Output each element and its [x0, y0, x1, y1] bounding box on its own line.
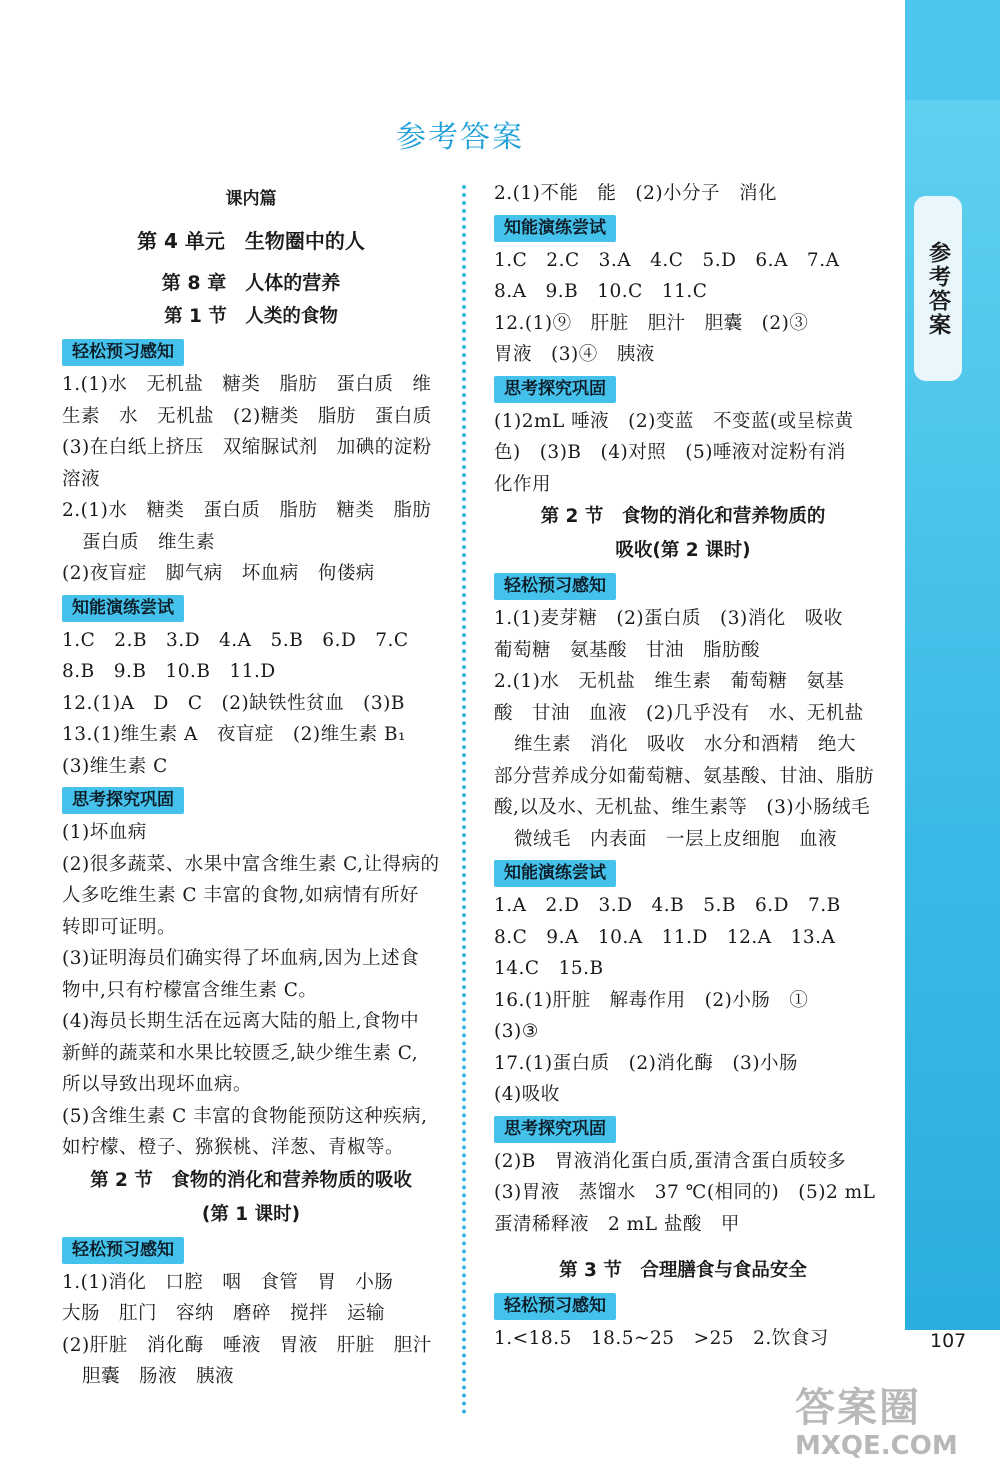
answer-line: 1.A 2.D 3.D 4.B 5.B 6.D 7.B	[494, 895, 841, 916]
answer-line: (3)③	[494, 1021, 539, 1042]
answer-line: 1.(1)水 无机盐 糖类 脂肪 蛋白质 维	[62, 374, 432, 395]
answer-line: 葡萄糖 氨基酸 甘油 脂肪酸	[494, 639, 761, 661]
answer-line: 胆囊 肠液 胰液	[82, 1366, 235, 1387]
answer-line: 2.(1)水 无机盐 维生素 葡萄糖 氨基	[494, 671, 845, 692]
section-badge: 知能演练尝试	[494, 860, 616, 887]
answer-line: 酸,以及水、无机盐、维生素等 (3)小肠绒毛	[494, 797, 871, 818]
answer-line: 8.C 9.A 10.A 11.D 12.A 13.A	[494, 926, 836, 948]
answer-line: 1.C 2.B 3.D 4.A 5.B 6.D 7.C	[62, 629, 409, 651]
answer-line: 所以导致出现坏血病。	[62, 1074, 253, 1095]
answer-line: 12.(1)⑨ 肝脏 胆汁 胆囊 (2)③	[494, 312, 809, 334]
answer-line: 13.(1)维生素 A 夜盲症 (2)维生素 B₁	[62, 724, 406, 745]
section-heading: 第 2 节 食物的消化和营养物质的吸收	[90, 1169, 412, 1191]
section-subheading: (第 1 课时)	[201, 1203, 301, 1225]
section-badge: 轻松预习感知	[494, 573, 616, 600]
unit-heading: 第 4 单元 生物圈中的人	[137, 229, 365, 253]
answer-line: (2)很多蔬菜、水果中富含维生素 C,让得病的	[62, 853, 440, 875]
answer-line: (4)海员长期生活在远离大陆的船上,食物中	[62, 1011, 420, 1032]
answer-line: 17.(1)蛋白质 (2)消化酶 (3)小肠	[494, 1052, 799, 1074]
answer-line: 生素 水 无机盐 (2)糖类 脂肪 蛋白质	[62, 405, 432, 427]
section-badge: 知能演练尝试	[62, 595, 184, 622]
section-subheading: 吸收(第 2 课时)	[615, 540, 751, 561]
answer-line: 新鲜的蔬菜和水果比较匮乏,缺少维生素 C,	[62, 1042, 419, 1064]
category-heading: 课内篇	[225, 189, 277, 209]
section-badge: 知能演练尝试	[494, 215, 616, 242]
answer-line: 化作用	[494, 473, 552, 495]
answer-line: (2)夜盲症 脚气病 坏血病 佝偻病	[62, 563, 375, 584]
answer-line: 人多吃维生素 C 丰富的食物,如病情有所好	[62, 885, 419, 906]
answer-line: (2)肝脏 消化酶 唾液 胃液 肝脏 胆汁	[62, 1334, 432, 1356]
watermark-url: MXQE.COM	[795, 1431, 958, 1461]
section-heading: 第 2 节 食物的消化和营养物质的	[540, 506, 826, 527]
section-badge: 思考探究巩固	[494, 1116, 616, 1143]
answer-line: (5)含维生素 C 丰富的食物能预防这种疾病,	[62, 1105, 428, 1127]
chapter-heading: 第 8 章 人体的营养	[161, 272, 341, 294]
answer-line: (4)吸收	[494, 1084, 560, 1105]
answer-line: 16.(1)肝脏 解毒作用 (2)小肠 ①	[494, 989, 809, 1011]
answer-line: 酸 甘油 血液 (2)几乎没有 水、无机盐	[494, 702, 864, 724]
answer-line: 部分营养成分如葡萄糖、氨基酸、甘油、脂肪	[494, 765, 875, 787]
section-badge: 思考探究巩固	[494, 376, 616, 403]
answer-line: (2)B 胃液消化蛋白质,蛋清含蛋白质较多	[494, 1150, 847, 1172]
answer-line: 蛋清稀释液 2 mL 盐酸 甲	[494, 1213, 740, 1235]
answer-line: 1.C 2.C 3.A 4.C 5.D 6.A 7.A	[494, 249, 840, 271]
left-column	[62, 180, 440, 1393]
answer-line: 1.<18.5 18.5~25 >25 2.饮食习	[494, 1328, 829, 1349]
answer-line: 1.(1)消化 口腔 咽 食管 胃 小肠	[62, 1271, 394, 1293]
answer-line: (1)坏血病	[62, 822, 147, 843]
answer-line: 8.B 9.B 10.B 11.D	[62, 661, 276, 682]
answer-line: 8.A 9.B 10.C 11.C	[494, 281, 708, 302]
answer-line: (3)维生素 C	[62, 755, 168, 777]
answer-line: 胃液 (3)④ 胰液	[494, 344, 655, 365]
page-title: 参考答案	[396, 120, 524, 155]
watermark-text: 答案圈	[795, 1385, 921, 1431]
answer-line: 1.(1)麦芽糖 (2)蛋白质 (3)消化 吸收	[494, 608, 843, 629]
side-tab-label: 参考答案	[925, 240, 951, 337]
answer-line: 12.(1)A D C (2)缺铁性贫血 (3)B	[62, 692, 405, 714]
section-heading: 第 3 节 合理膳食与食品安全	[559, 1260, 807, 1281]
side-tab-label-box	[914, 196, 962, 381]
watermark	[795, 1385, 995, 1465]
section-badge: 轻松预习感知	[494, 1293, 616, 1320]
answer-line: 色) (3)B (4)对照 (5)唾液对淀粉有消	[494, 442, 846, 463]
side-tab-top	[905, 0, 1000, 100]
section-heading: 第 1 节 人类的食物	[164, 306, 338, 327]
answer-line: 14.C 15.B	[494, 958, 604, 979]
section-badge: 轻松预习感知	[62, 1237, 184, 1264]
answer-line: 转即可证明。	[62, 916, 177, 938]
answer-line: (3)在白纸上挤压 双缩脲试剂 加碘的淀粉	[62, 437, 432, 458]
right-column	[494, 178, 876, 1355]
answer-line: 蛋白质 维生素	[82, 531, 216, 553]
answer-line: (3)胃液 蒸馏水 37 ℃(相同的) (5)2 mL	[494, 1182, 876, 1203]
answer-line: 溶液	[62, 468, 101, 490]
spacer	[494, 1240, 872, 1254]
answer-line: 如柠檬、橙子、猕猴桃、洋葱、青椒等。	[62, 1137, 405, 1158]
column-divider	[462, 185, 466, 1415]
answer-line: (3)证明海员们确实得了坏血病,因为上述食	[62, 948, 420, 969]
answer-line: 大肠 肛门 容纳 磨碎 搅拌 运输	[62, 1303, 386, 1324]
answer-line: 2.(1)水 糖类 蛋白质 脂肪 糖类 脂肪	[62, 500, 432, 521]
answer-line: 物中,只有柠檬富含维生素 C。	[62, 979, 318, 1001]
answer-line: (1)2mL 唾液 (2)变蓝 不变蓝(或呈棕黄	[494, 410, 854, 432]
page-number: 107	[930, 1330, 967, 1352]
answer-line: 微绒毛 内表面 一层上皮细胞 血液	[514, 828, 838, 850]
answer-line: 维生素 消化 吸收 水分和酒精 绝大	[514, 734, 857, 755]
answer-line: 2.(1)不能 能 (2)小分子 消化	[494, 183, 778, 204]
section-badge: 思考探究巩固	[62, 787, 184, 814]
section-badge: 轻松预习感知	[62, 339, 184, 366]
